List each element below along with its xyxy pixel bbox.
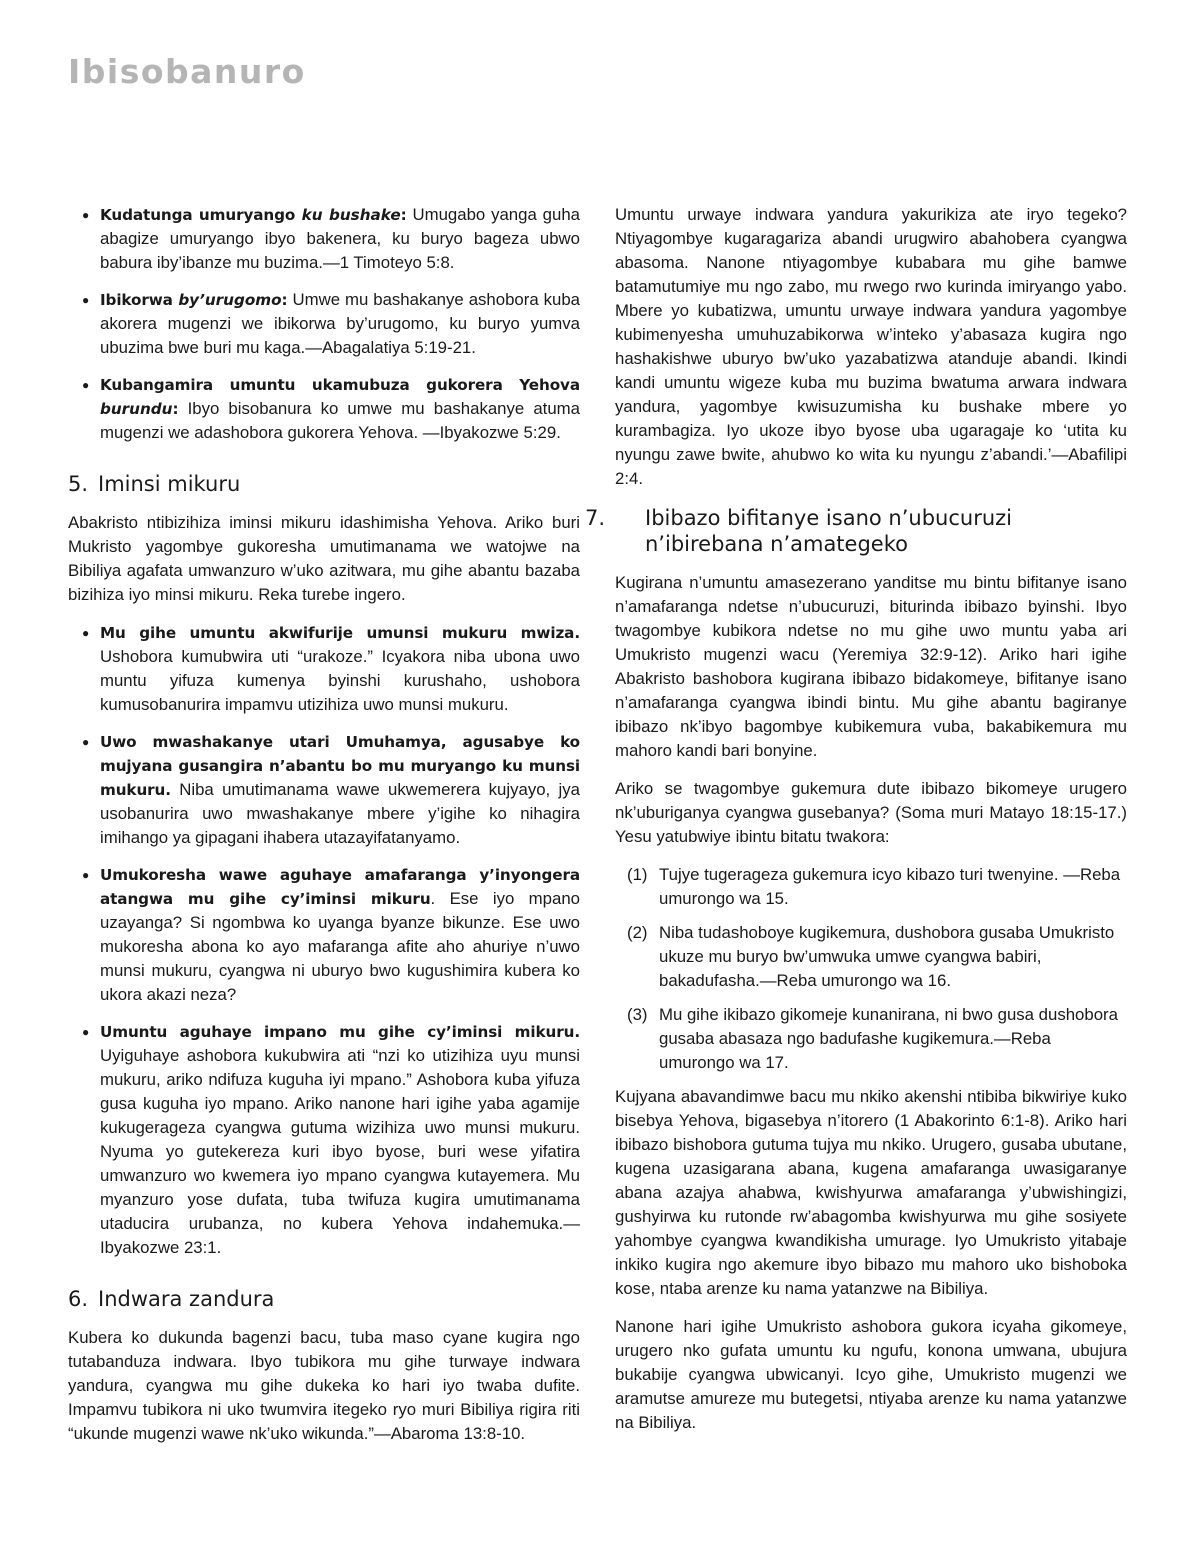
list-item [627,1003,1127,1075]
intro-bullet-list [68,203,580,445]
bullet-lead: Uwo mwashakanye utari Umuhamya, agusabye ko mujyana gusangira n’abantu bo mu muryango ku munsi mukuru. [100,733,580,799]
left-column [68,203,580,1460]
bullet-lead: Mu gihe umuntu akwifurije umunsi mukuru mwiza. [100,624,580,642]
section-number: 5. [68,472,89,496]
list-item [100,730,580,850]
step-text: Mu gihe ikibazo gikomeje kunanirana, ni bwo gusa dushobora gusaba abasaza ngo badufashe kugikemura.—Reba umurongo wa 17. [659,1005,1118,1072]
bullet-text: Umugabo yanga guha abagize umuryango ibyo bakenera, ku buryo bageza ubwo babura iby’ibanze mu buzima.—1 Timoteyo 5:8. [100,205,580,272]
section-6-heading [68,1286,580,1312]
list-item [100,288,580,360]
section-5-paragraph: Abakristo ntibizihiza iminsi mikuru idashimisha Yehova. Ariko buri Mukristo yagombye gukoresha umutimanama we watojwe na Bibiliya agafata umwanzuro w’uko azitwara, mu gihe abantu bazaba bizihiza iyo minsi mikuru. Reka turebe ingero. [68,513,580,604]
step-text: Tujye tugerageza gukemura icyo kibazo turi twenyine. —Reba umurongo wa 15. [659,865,1121,908]
step-text: Niba tudashoboye kugikemura, dushobora gusaba Umukristo ukuze mu buryo bw’umwuka umwe cyangwa babiri, bakadufasha.—Reba umurongo wa 16. [659,923,1115,990]
section-title: Iminsi mikuru [98,472,241,496]
bullet-lead-italic: by’urugomo [178,291,282,309]
list-item [100,203,580,275]
bullet-text: Uyiguhaye ashobora kukubwira ati “nzi ko utizihiza uyu munsi mukuru, ariko ndifuza kuguha iyi mpano.” Ashobora kuba yifuza gusa kuguha iyo mpano. Ariko nanone hari igihe yaba agamije kukugerageza cyangwa gutuma wizihiza uwo munsi mukuru. Nyuma yo gutekereza kuri ibyo byose, buri wese yifatira umwanzuro wo kwemera iyo mpano cyangwa kutayemera. Mu myanzuro yose dufata, tuba twifuza kugira umutimanama utaducira urubanza, no kubera Yehova indahemuka.—Ibyakozwe 23:1. [100,1046,580,1257]
bullet-lead: Ibikorwa [100,291,179,309]
section-5-bullet-list [68,621,580,1260]
bullet-lead-italic: burundu [100,400,173,418]
bullet-lead-end: : [400,206,407,224]
bullet-text: Ibyo bisobanura ko umwe mu bashakanye atuma mugenzi we adashobora gukorera Yehova. —Ibyakozwe 5:29. [100,399,580,442]
section-7-paragraph-2: Ariko se twagombye gukemura dute ibibazo bikomeye urugero nk’uburiganya cyangwa gusebanya? (Soma muri Matayo 18:15-17.) Yesu yatubwiye ibintu bitatu twakora: [615,779,1127,846]
steps-list [615,863,1127,1075]
page-header-title: Ibisobanuro [68,52,306,91]
bullet-lead-end: : [281,291,288,309]
section-title: Indwara zandura [98,1287,275,1311]
list-item [100,373,580,445]
list-item [100,621,580,717]
bullet-lead: Kubangamira umuntu ukamubuza gukorera Yehova [100,376,580,394]
bullet-text: Niba umutimanama wawe ukwemerera kujyayo, jya usobanurira uwo mwashakanye mbere y’igihe ko nihagira imihango ya gipagani ihabera utazayifatanyamo. [100,780,580,847]
bullet-lead: Umukoresha wawe aguhaye amafaranga y’inyongera atangwa mu gihe cy’iminsi mikuru [100,866,580,908]
list-item [627,863,1127,911]
bullet-lead: Kudatunga umuryango [100,206,302,224]
bullet-lead-end: : [172,400,179,418]
step-number: (2) [627,923,648,942]
right-column [585,203,1127,1449]
section-7-paragraph-1: Kugirana n’umuntu amasezerano yanditse mu bintu bifitanye isano n’amafaranga ndetse n’ubucuruzi, biturinda ibibazo byinshi. Ibyo twagombye kubikora ndetse no mu gihe uwo muntu yaba ari Umukristo mugenzi wacu (Yeremiya 32:9-12). Ariko hari igihe Abakristo bashobora kugirana ibibazo bidakomeye, bifitanye isano n’amafaranga cyangwa ibindi bintu. Mu gihe abantu bagiranye ibibazo nk’ibyo bagombye kubikemura vuba, bakabikemura mu mahoro kandi bari bonyine. [615,573,1127,760]
section-number: 6. [68,1287,89,1311]
section-7-paragraph-3: Kujyana abavandimwe bacu mu nkiko akenshi ntibiba bikwiriye kuko bisebya Yehova, bigasebya n’itorero (1 Abakorinto 6:1-8). Ariko hari ibibazo bishobora gutuma tujya mu nkiko. Urugero, gusaba ubutane, kugena uzasigarana abana, kugena amafaranga uwasigaranye abana azajya ahabwa, kwishyurwa amafaranga y’ubwishingizi, gushyirwa ku rutonde rw’abagomba kwishyurwa mu gihe sosiyete yahombye cyangwa kwandikisha umurage. Iyo Umukristo yitabaje inkiko kugira ngo akemure ibyo bibazo mu mahoro uko bishoboka kose, ntaba arenze ku nama yatanzwe na Bibiliya. [615,1087,1127,1298]
list-item [627,921,1127,993]
bullet-text: Ushobora kumubwira uti “urakoze.” Icyakora niba ubona uwo muntu yifuza kumenya byinshi kurushaho, ushobora kumusobanurira impamvu utizihiza uwo munsi mukuru. [100,647,580,714]
list-item [100,1020,580,1260]
section-7-heading [585,505,1127,557]
section-title: Ibibazo bifitanye isano n’ubucuruzi n’ibirebana n’amategeko [645,506,1012,556]
section-6-continued-paragraph: Umuntu urwaye indwara yandura yakurikiza ate iryo tegeko? Ntiyagombye kugaragariza abandi urugwiro abahobera cyangwa abasoma. Nanone ntiyagombye kubabara mu gihe bamwe batamutumiye mu ngo zabo, mu rwego rwo kurinda imiryango yabo. Mbere yo kubatizwa, umuntu urwaye indwara yandura yagombye kubimenyesha umuhuzabikorwa w’inteko y’abasaza kugira ngo hashakishwe uburyo bw’uko yazabatizwa atanduje abandi. Ikindi kandi umuntu wigeze kuba mu buzima bwatuma arwara indwara yandura, yagombye kwisuzumisha ku bushake mbere yo kurambagiza. Iyo ukoze ibyo byose uba ugaragaje ko ‘utita ku nyungu zawe bwite, ahubwo ko wita ku nyungu z’abandi.’—Abafilipi 2:4. [615,205,1127,488]
bullet-lead: Umuntu aguhaye impano mu gihe cy’iminsi mikuru. [100,1023,580,1041]
section-number: 7. [585,506,606,530]
bullet-text: . Ese iyo mpano uzayanga? Si ngombwa ko uyanga byanze bikunze. Ese uwo mukoresha abona ko ayo mafaranga afite aho ahuriye n’uwo munsi mukuru, cyangwa ni uburyo bwo kugushimira kubera ko ukora akazi neza? [100,889,580,1004]
bullet-text: Umwe mu bashakanye ashobora kuba akorera mugenzi we ibikorwa by’urugomo, ku buryo yumva ubuzima bwe buri mu kaga.—Abagalatiya 5:19-21. [100,290,581,357]
section-5-heading [68,471,580,497]
step-number: (1) [627,865,648,884]
list-item [100,863,580,1007]
section-7-paragraph-4: Nanone hari igihe Umukristo ashobora gukora icyaha gikomeye, urugero nko gufata umuntu ku ngufu, konona umwana, ubujura bukabije cyangwa ubwicanyi. Icyo gihe, Umukristo mugenzi we aramutse amureze mu butegetsi, ntiyaba arenze ku nama yatanzwe na Bibiliya. [615,1317,1127,1432]
step-number: (3) [627,1005,648,1024]
bullet-lead-italic: ku bushake [301,206,401,224]
section-6-paragraph: Kubera ko dukunda bagenzi bacu, tuba maso cyane kugira ngo tutabanduza indwara. Ibyo tubikora mu gihe turwaye indwara yandura, cyangwa mu gihe dukeka ko hari iyo twaba dufite. Impamvu tubikora ni uko twumvira itegeko ryo muri Bibiliya rigira riti “ukunde mugenzi wawe nk’uko wikunda.”—Abaroma 13:8-10. [68,1328,580,1443]
